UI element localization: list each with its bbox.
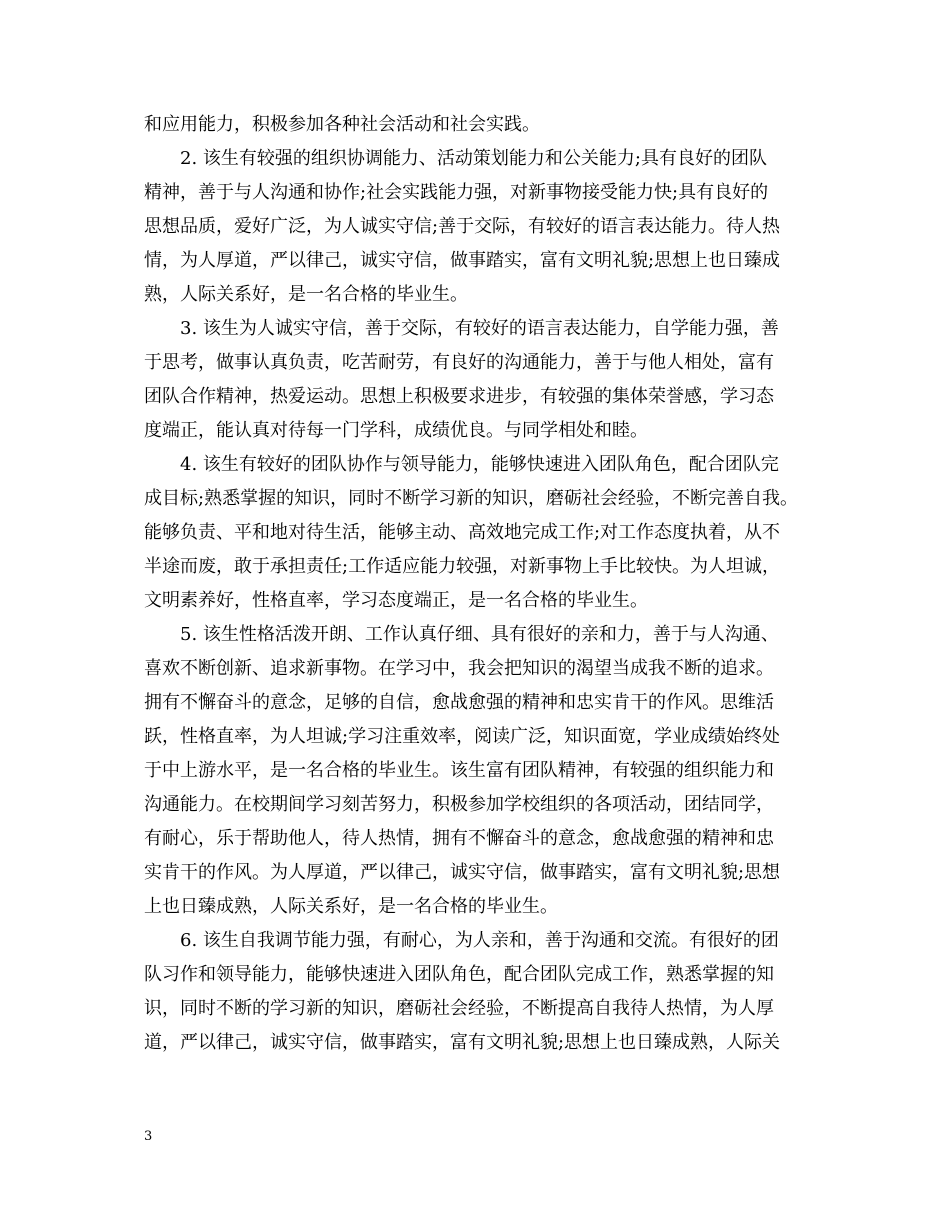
page-number: 3: [144, 1129, 153, 1144]
text-line: 情，为人厚道，严以律己，诚实守信，做事踏实，富有文明礼貌;思想上也日臻成: [144, 250, 781, 271]
text-line: 和应用能力，积极参加各种社会活动和社会实践。: [144, 114, 540, 135]
text-line: 有耐心，乐于帮助他人，待人热情，拥有不懈奋斗的意念，愈战愈强的精神和忠: [144, 828, 774, 849]
text-line: 3. 该生为人诚实守信，善于交际，有较好的语言表达能力，自学能力强，善: [180, 318, 779, 339]
text-line: 熟，人际关系好，是一名合格的毕业生。: [144, 284, 468, 305]
text-line: 思想品质，爱好广泛，为人诚实守信;善于交际，有较好的语言表达能力。待人热: [144, 216, 781, 237]
text-line: 沟通能力。在校期间学习刻苦努力，积极参加学校组织的各项活动，团结同学，: [144, 794, 774, 815]
text-line: 识，同时不断的学习新的知识，磨砺社会经验，不断提高自我待人热情，为人厚: [144, 998, 774, 1019]
text-line: 精神，善于与人沟通和协作;社会实践能力强，对新事物接受能力快;具有良好的: [144, 182, 769, 203]
text-line: 能够负责、平和地对待生活，能够主动、高效地完成工作;对工作态度执着，从不: [144, 522, 781, 543]
text-line: 队习作和领导能力，能够快速进入团队角色，配合团队完成工作，熟悉掌握的知: [144, 964, 774, 985]
text-line: 半途而废，敢于承担责任;工作适应能力较强，对新事物上手比较快。为人坦诚，: [144, 556, 781, 577]
text-line: 2. 该生有较强的组织协调能力、活动策划能力和公关能力;具有良好的团队: [180, 148, 767, 169]
text-line: 度端正，能认真对待每一门学科，成绩优良。与同学相处和睦。: [144, 420, 648, 441]
text-line: 4. 该生有较好的团队协作与领导能力，能够快速进入团队角色，配合团队完: [180, 454, 779, 475]
text-line: 于中上游水平，是一名合格的毕业生。该生富有团队精神，有较强的组织能力和: [144, 760, 774, 781]
text-line: 实肯干的作风。为人厚道，严以律己，诚实守信，做事踏实，富有文明礼貌;思想: [144, 862, 781, 883]
text-line: 于思考，做事认真负责，吃苦耐劳，有良好的沟通能力，善于与他人相处，富有: [144, 352, 774, 373]
text-line: 拥有不懈奋斗的意念，足够的自信，愈战愈强的精神和忠实肯干的作风。思维活: [144, 692, 774, 713]
text-line: 6. 该生自我调节能力强，有耐心，为人亲和，善于沟通和交流。有很好的团: [180, 930, 779, 951]
text-line: 喜欢不断创新、追求新事物。在学习中，我会把知识的渴望当成我不断的追求。: [144, 658, 774, 679]
text-line: 上也日臻成熟，人际关系好，是一名合格的毕业生。: [144, 896, 558, 917]
text-line: 成目标;熟悉掌握的知识，同时不断学习新的知识，磨砺社会经验，不断完善自我。: [144, 488, 799, 509]
text-line: 团队合作精神，热爱运动。思想上积极要求进步，有较强的集体荣誉感，学习态: [144, 386, 774, 407]
text-line: 文明素养好，性格直率，学习态度端正，是一名合格的毕业生。: [144, 590, 648, 611]
text-line: 跃，性格直率，为人坦诚;学习注重效率，阅读广泛，知识面宽，学业成绩始终处: [144, 726, 781, 747]
document-body: [144, 108, 812, 1060]
text-line: 道，严以律己，诚实守信，做事踏实，富有文明礼貌;思想上也日臻成熟，人际关: [144, 1032, 781, 1053]
text-line: 5. 该生性格活泼开朗、工作认真仔细、具有很好的亲和力，善于与人沟通、: [180, 624, 779, 645]
